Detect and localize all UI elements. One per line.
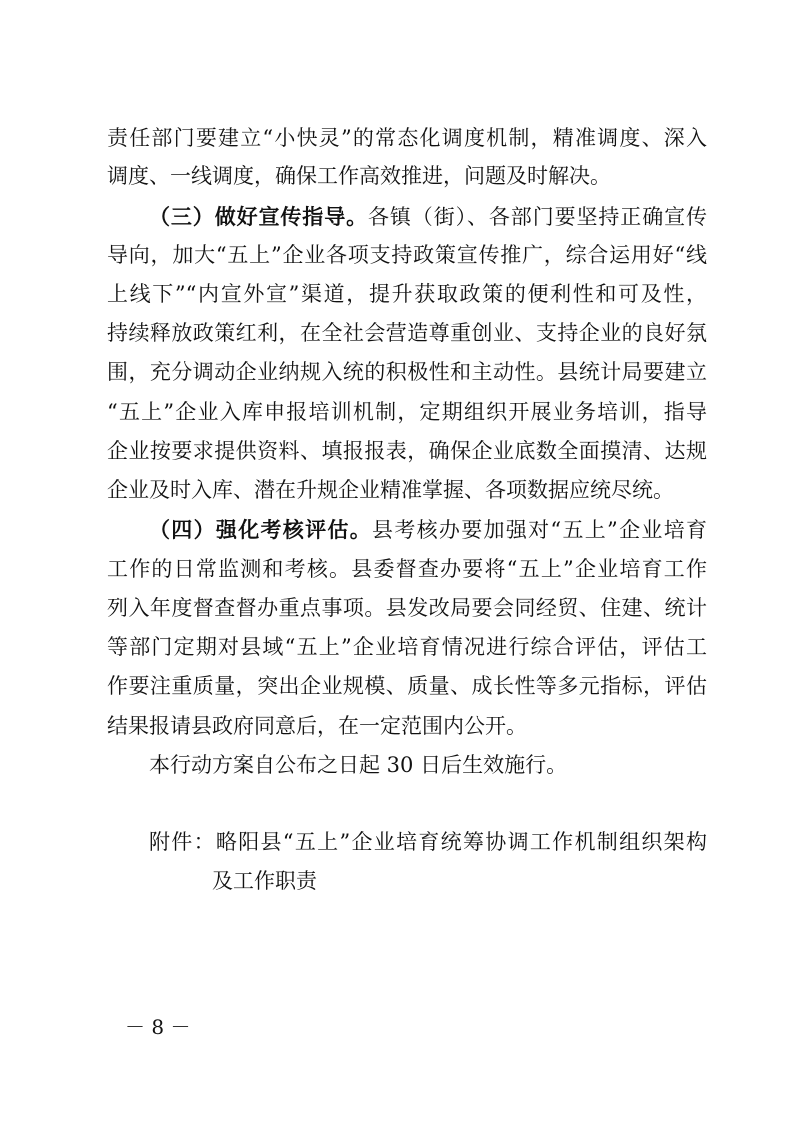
paragraph-2-line-5: 围，充分调动企业纳规入统的积极性和主动性。县统计局要建立 [107,360,707,384]
paragraph-3-line-4: 等部门定期对县域“五上”企业培育情况进行综合评估，评估工 [107,635,707,659]
paragraph-2-heading: （三）做好宣传指导。 [149,205,368,229]
attachment-line-2: 及工作职责 [212,869,317,893]
paragraph-2-line-2: 导向，加大“五上”企业各项支持政策宣传推广，综合运用好“线 [107,243,707,267]
attachment-line-1: 附件：略阳县“五上”企业培育统筹协调工作机制组织架构 [149,830,707,854]
paragraph-3-line-5: 作要注重质量，突出企业规模、质量、成长性等多元指标，评估 [107,674,707,698]
page-number: － 8 － [125,1015,191,1039]
paragraph-3-line-6: 结果报请县政府同意后，在一定范围内公开。 [107,714,527,738]
paragraph-2-line-8: 企业及时入库、潜在升规企业精准掌握、各项数据应统尽统。 [107,478,674,502]
paragraph-2-line-1 [149,202,707,232]
paragraph-2-line-6: “五上”企业入库申报培训机制，定期组织开展业务培训，指导 [107,400,707,424]
paragraph-3-line-2: 工作的日常监测和考核。县委督查办要将“五上”企业培育工作 [107,557,707,581]
paragraph-1-line-2: 调度、一线调度，确保工作高效推进，问题及时解决。 [107,164,611,188]
paragraph-2-line-7: 企业按要求提供资料、填报报表，确保企业底数全面摸清、达规 [107,439,707,463]
paragraph-4: 本行动方案自公布之日起 30 日后生效施行。 [149,753,568,777]
paragraph-3-heading: （四）强化考核评估。 [149,518,373,542]
paragraph-2-first-line-rest: 各镇（街）、各部门要坚持正确宣传 [368,205,707,229]
paragraph-1-line-1: 责任部门要建立“小快灵”的常态化调度机制，精准调度、深入 [107,126,707,150]
paragraph-3-line-1 [149,515,707,545]
paragraph-3-first-line-rest: 县考核办要加强对“五上”企业培育 [372,518,707,542]
paragraph-2-line-3: 上线下”“内宣外宣”渠道，提升获取政策的便利性和可及性， [107,282,707,306]
paragraph-2-line-4: 持续释放政策红利，在全社会营造尊重创业、支持企业的良好氛 [107,321,707,345]
paragraph-3-line-3: 列入年度督查督办重点事项。县发改局要会同经贸、住建、统计 [107,596,707,620]
